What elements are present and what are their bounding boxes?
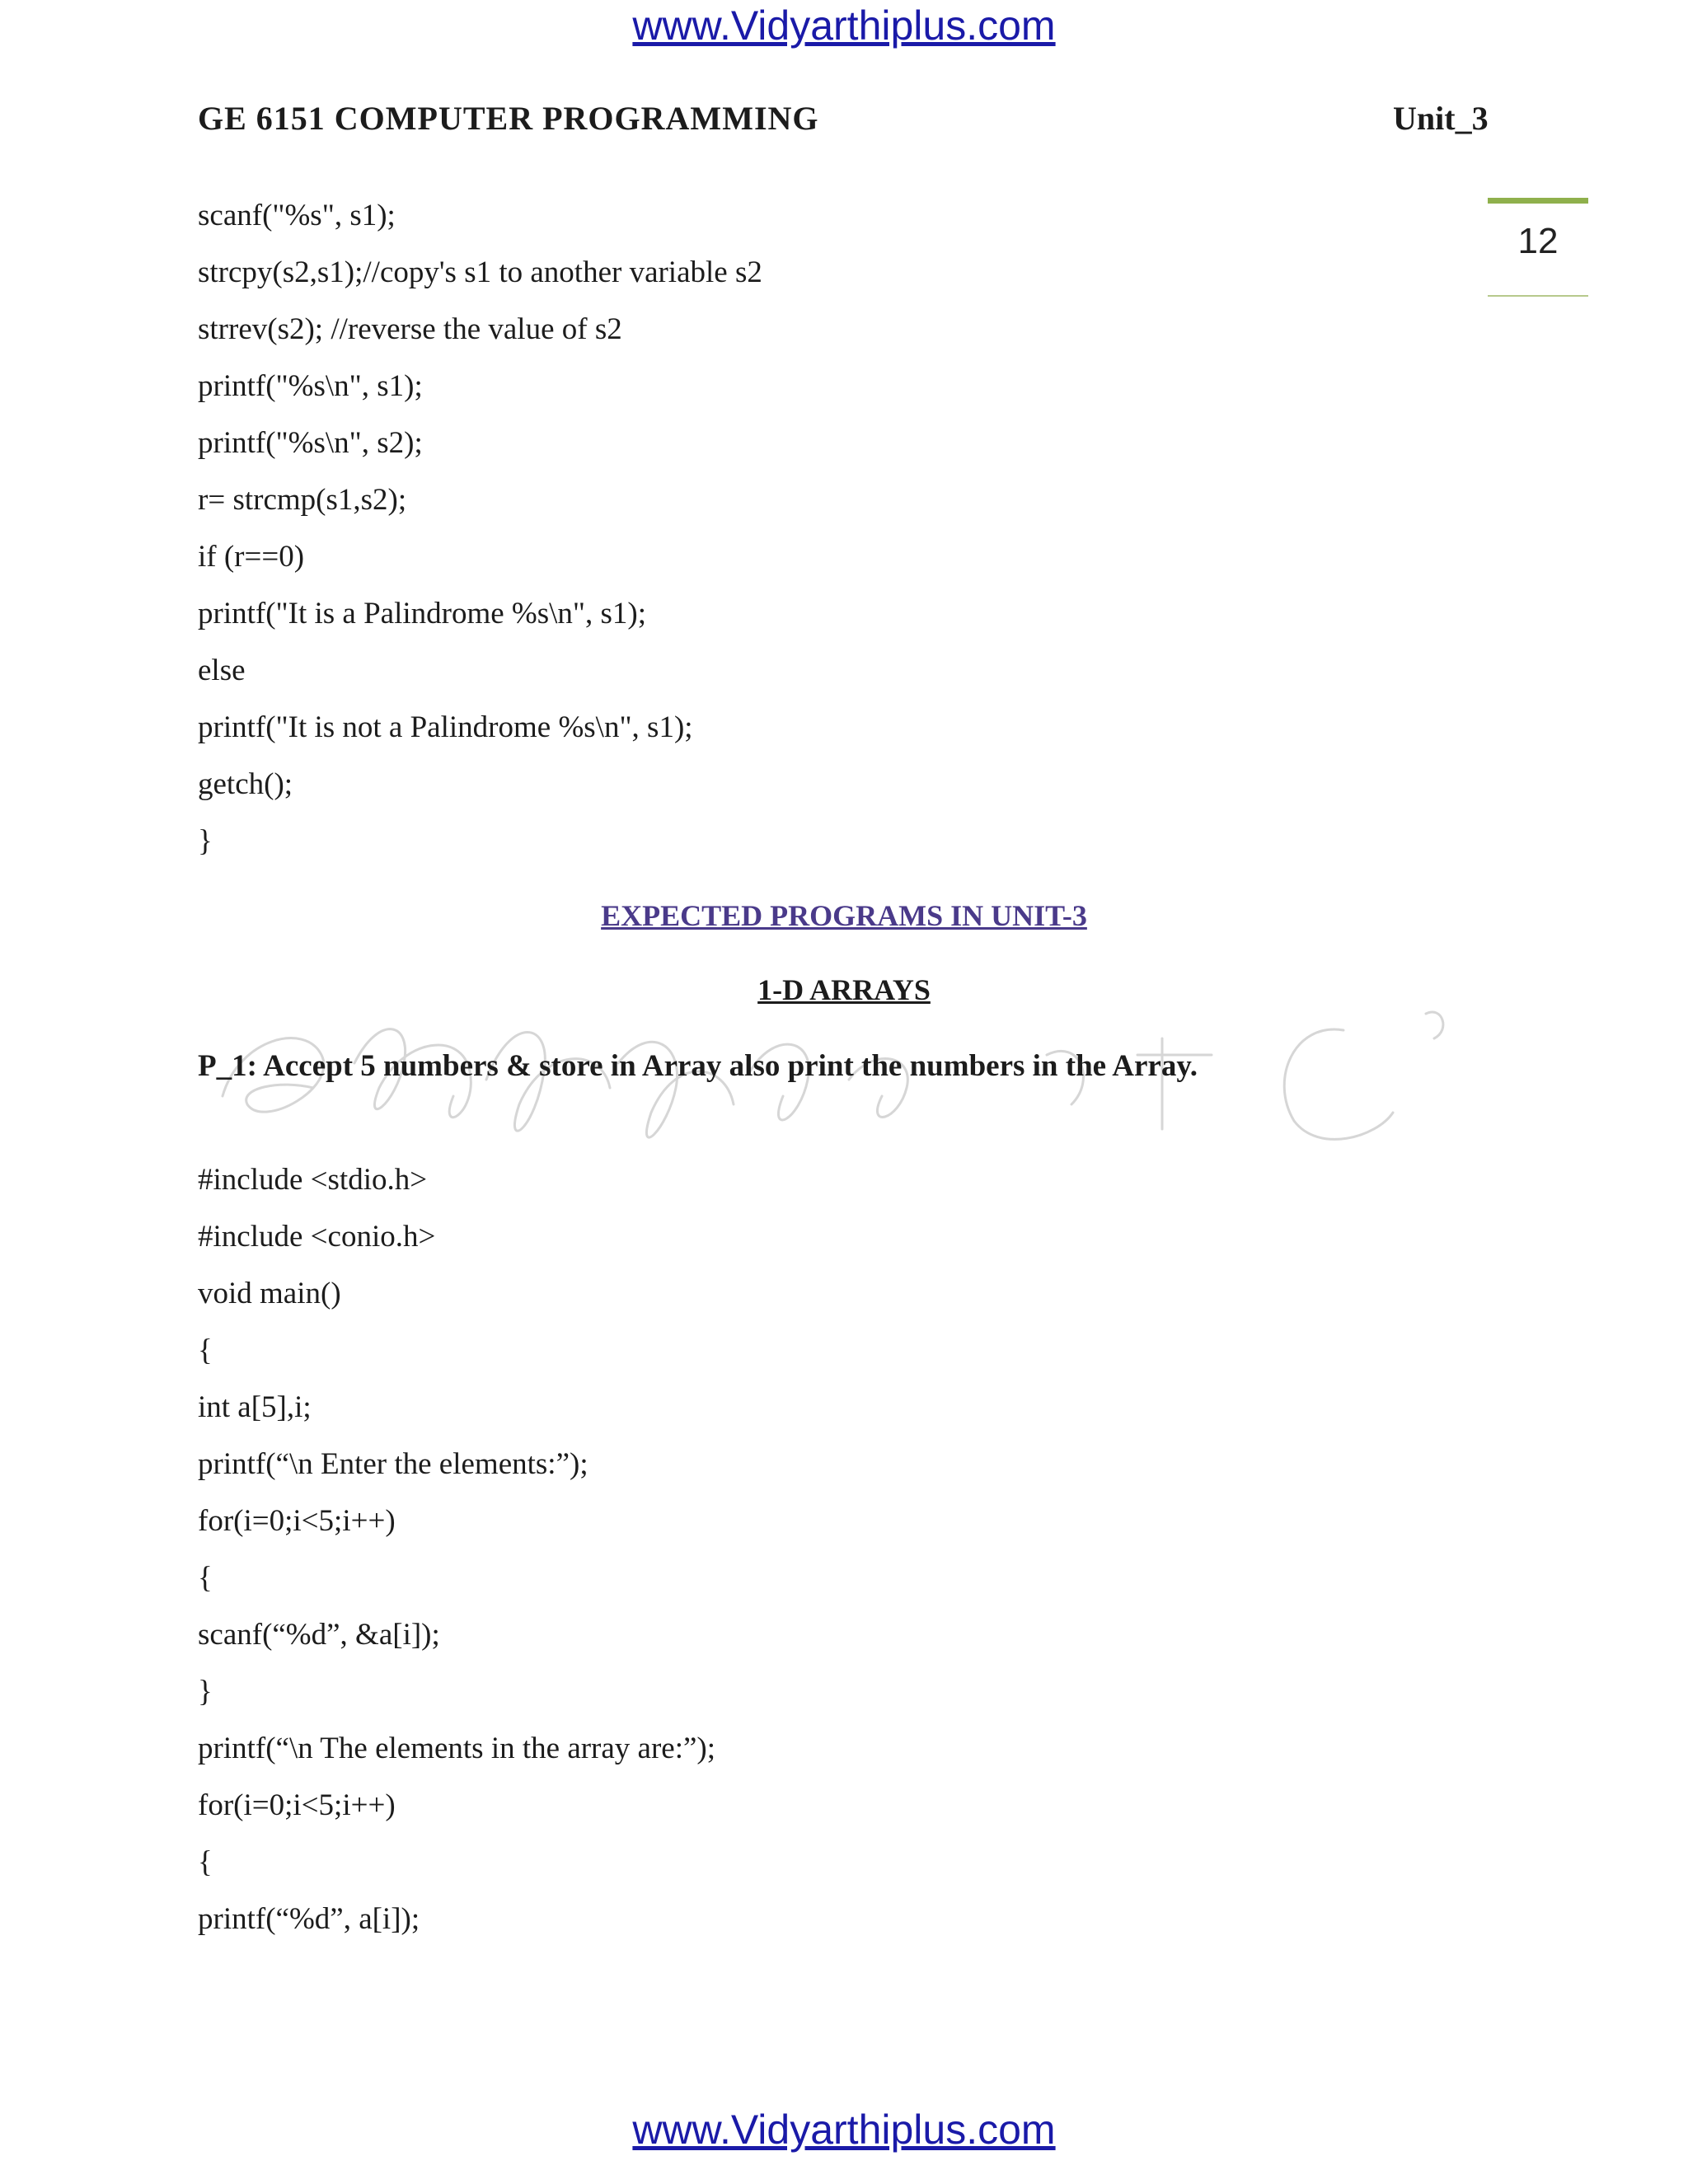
expected-programs-heading: EXPECTED PROGRAMS IN UNIT-3 — [601, 899, 1087, 932]
code-line: else — [198, 654, 246, 687]
code-line: printf("%s\n", s2); — [198, 426, 423, 460]
code-line: #include <conio.h> — [198, 1220, 436, 1254]
page-number: 12 — [1488, 198, 1588, 297]
code-line: } — [198, 1675, 213, 1708]
code-line: for(i=0;i<5;i++) — [198, 1504, 396, 1538]
code-line: #include <stdio.h> — [198, 1163, 428, 1197]
bottom-site-link[interactable]: www.Vidyarthiplus.com — [632, 2107, 1056, 2153]
code-line: { — [198, 1845, 213, 1879]
code-line: printf(“\n Enter the elements:”); — [198, 1447, 588, 1481]
code-line: { — [198, 1333, 213, 1367]
code-line: scanf("%s", s1); — [198, 199, 396, 232]
code-line: printf(“\n The elements in the array are:”); — [198, 1732, 716, 1765]
course-title: GE 6151 COMPUTER PROGRAMMING — [198, 100, 819, 137]
code-line: scanf(“%d”, &a[i]); — [198, 1618, 440, 1652]
code-line: strcpy(s2,s1);//copy's s1 to another variable s2 — [198, 255, 762, 289]
code-line: getch(); — [198, 767, 293, 801]
code-line: printf("It is a Palindrome %s\n", s1); — [198, 597, 647, 630]
code-line: } — [198, 824, 213, 858]
code-line: printf("%s\n", s1); — [198, 369, 423, 403]
code-line: printf("It is not a Palindrome %s\n", s1); — [198, 710, 693, 744]
code-line: { — [198, 1561, 213, 1595]
code-line: void main() — [198, 1277, 341, 1310]
code-line: if (r==0) — [198, 540, 305, 574]
code-line: strrev(s2); //reverse the value of s2 — [198, 312, 622, 346]
unit-label: Unit_3 — [1393, 100, 1489, 137]
code-line: for(i=0;i<5;i++) — [198, 1788, 396, 1822]
code-line: printf(“%d”, a[i]); — [198, 1902, 420, 1936]
top-site-link[interactable]: www.Vidyarthiplus.com — [632, 2, 1056, 49]
code-line: int a[5],i; — [198, 1390, 312, 1424]
problem-statement: P_1: Accept 5 numbers & store in Array also print the numbers in the Array. — [198, 1049, 1198, 1083]
code-line: r= strcmp(s1,s2); — [198, 483, 407, 517]
arrays-heading: 1-D ARRAYS — [757, 973, 931, 1006]
